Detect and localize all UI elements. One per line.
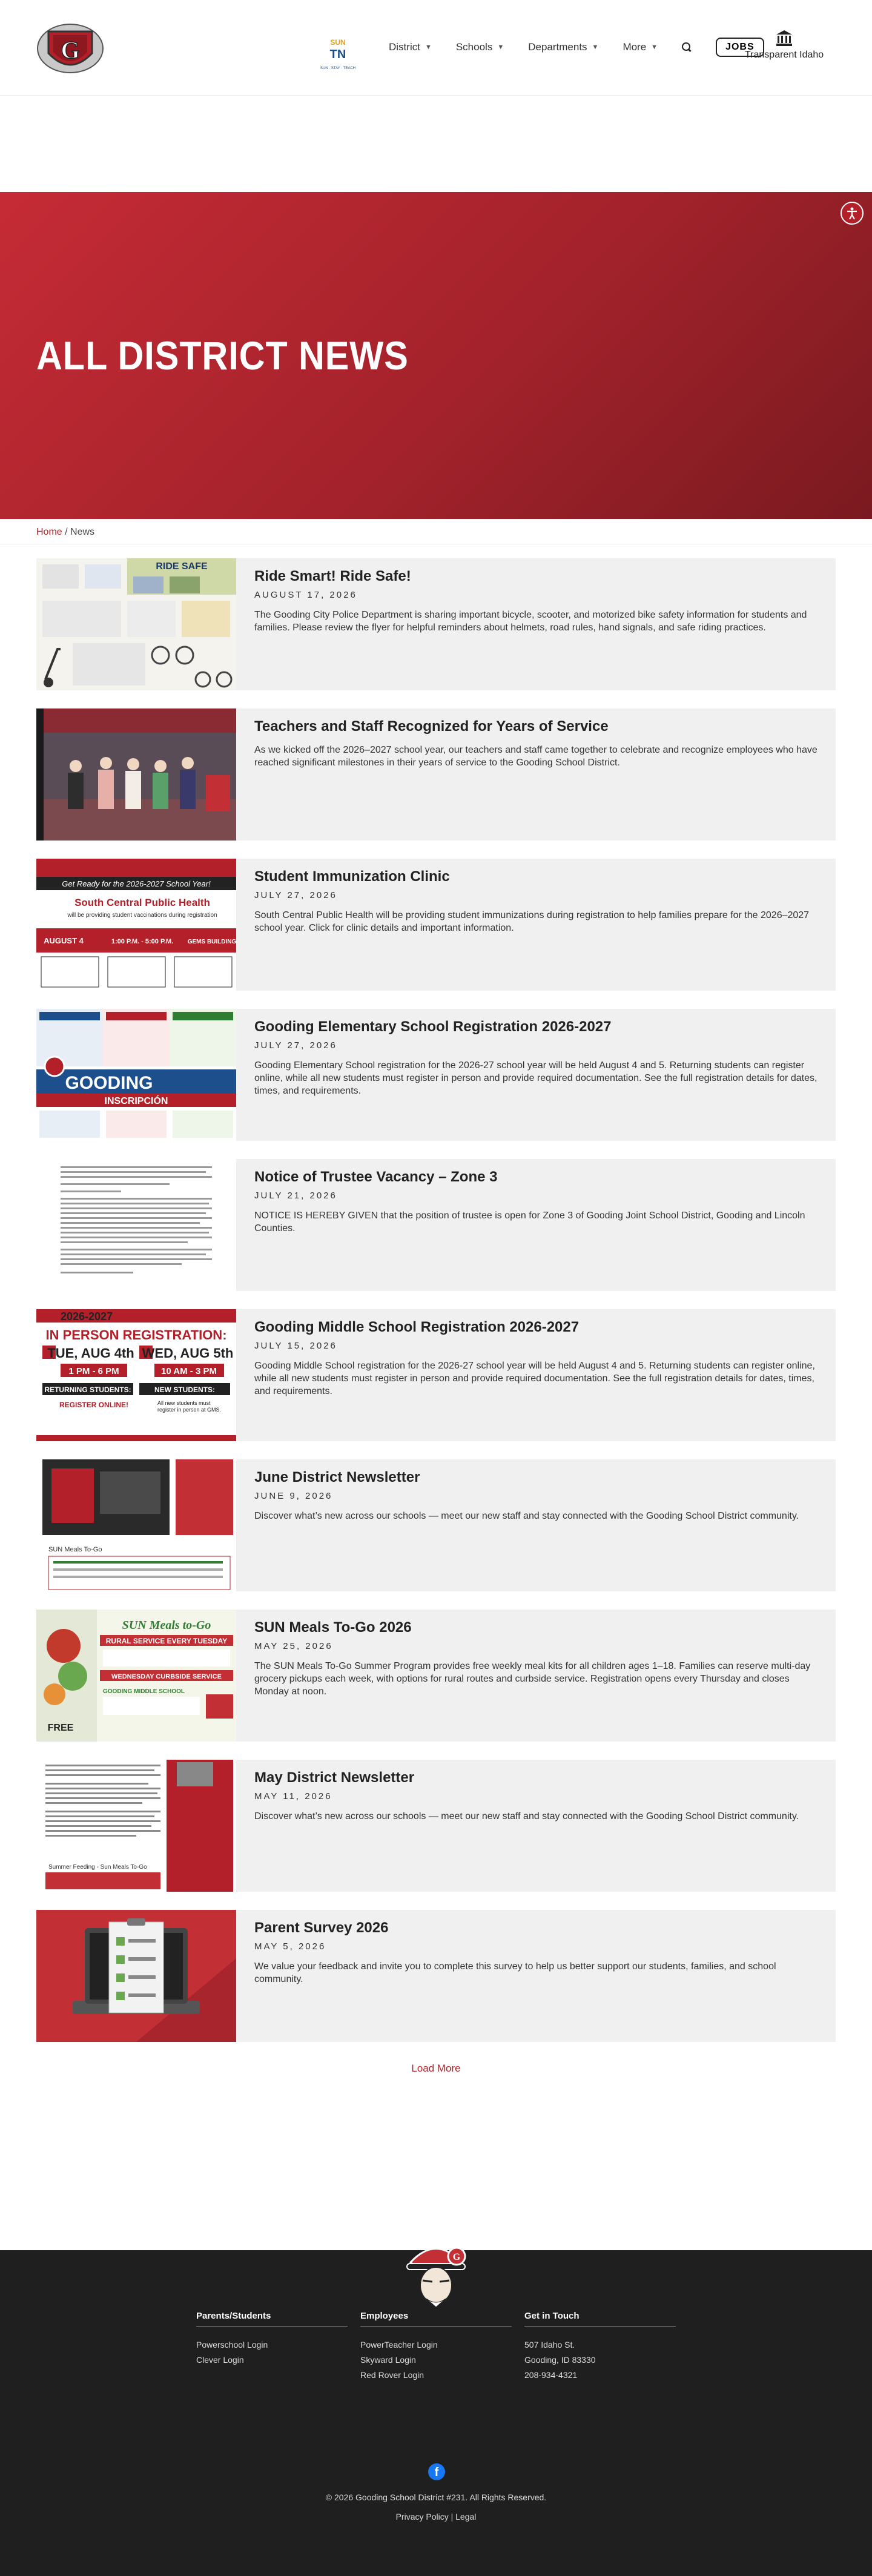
transparent-idaho-label: Transparent Idaho [745, 50, 824, 60]
nav-departments[interactable] [528, 41, 598, 53]
chevron-down-icon: ▼ [497, 44, 504, 51]
svg-text:1 PM - 6 PM: 1 PM - 6 PM [68, 1366, 119, 1376]
accessibility-icon [845, 206, 859, 220]
load-more-button[interactable]: Load More [411, 2062, 461, 2074]
footer-column-parents [196, 2311, 348, 2368]
svg-text:WED, AUG 5th: WED, AUG 5th [142, 1346, 234, 1361]
search-icon[interactable] [682, 42, 692, 52]
skyward-login-link[interactable]: Skyward Login [360, 2355, 416, 2365]
news-item[interactable] [36, 708, 836, 841]
news-item[interactable] [36, 1009, 836, 1141]
news-excerpt: Gooding Elementary School registration for the 2026-27 school year will be held August 4 and 5. Returning students can register online, while all new students must register in person and provide required documentation. See the full registration details for dates, times, and requirements. [254, 1060, 818, 1096]
news-date: JULY 27, 2026 [254, 1040, 337, 1051]
footer-heading: Parents/Students [196, 2311, 348, 2327]
news-title[interactable]: Gooding Middle School Registration 2026-2027 [254, 1319, 580, 1335]
news-title[interactable]: Gooding Elementary School Registration 2026-2027 [254, 1019, 612, 1035]
nav-more-label: More [623, 41, 647, 53]
news-date: JUNE 9, 2026 [254, 1491, 333, 1501]
legal-link[interactable]: Legal [455, 2512, 477, 2522]
news-date: MAY 5, 2026 [254, 1941, 326, 1952]
svg-text:10 AM - 3 PM: 10 AM - 3 PM [161, 1366, 217, 1376]
svg-text:RURAL SERVICE EVERY TUESDAY: RURAL SERVICE EVERY TUESDAY [105, 1637, 228, 1645]
news-thumbnail[interactable] [36, 1159, 236, 1291]
news-title[interactable]: Teachers and Staff Recognized for Years of Service [254, 718, 609, 735]
transparent-idaho-link[interactable] [745, 29, 824, 61]
footer-heading: Get in Touch [524, 2311, 676, 2327]
svg-text:TUE, AUG 4th: TUE, AUG 4th [47, 1346, 134, 1361]
svg-text:SUN Meals to-Go: SUN Meals to-Go [122, 1619, 211, 1632]
footer-link-separator: | [448, 2512, 456, 2522]
svg-text:NEW STUDENTS:: NEW STUDENTS: [154, 1385, 215, 1394]
news-item[interactable] [36, 859, 836, 991]
svg-text:2026-2027: 2026-2027 [61, 1310, 113, 1323]
svg-text:RIDE SAFE: RIDE SAFE [156, 561, 208, 572]
phone-link[interactable]: 208-934-4321 [524, 2370, 578, 2380]
svg-text:RETURNING STUDENTS:: RETURNING STUDENTS: [44, 1385, 131, 1394]
news-excerpt: Discover what’s new across our schools — meet our new staff and stay connected with the Gooding School District community. [254, 1811, 799, 1821]
svg-text:1:00 P.M. - 5:00 P.M.: 1:00 P.M. - 5:00 P.M. [111, 938, 174, 945]
accessibility-button[interactable] [841, 202, 864, 225]
powerteacher-login-link[interactable]: PowerTeacher Login [360, 2340, 438, 2350]
news-title[interactable]: June District Newsletter [254, 1469, 420, 1485]
news-date: MAY 25, 2026 [254, 1641, 333, 1651]
svg-text:Summer Feeding - Sun Meals To-: Summer Feeding - Sun Meals To-Go [48, 1864, 147, 1871]
news-date: MAY 11, 2026 [254, 1791, 332, 1802]
news-title[interactable]: May District Newsletter [254, 1769, 415, 1786]
breadcrumb-home[interactable]: Home [36, 527, 62, 537]
chevron-down-icon: ▼ [592, 44, 599, 51]
privacy-policy-link[interactable]: Privacy Policy [395, 2512, 449, 2522]
news-item[interactable] [36, 1159, 836, 1291]
news-item[interactable] [36, 1309, 836, 1441]
svg-text:WEDNESDAY CURBSIDE SERVICE: WEDNESDAY CURBSIDE SERVICE [111, 1673, 222, 1680]
svg-text:G: G [452, 2252, 461, 2262]
main-nav [389, 38, 764, 57]
news-title[interactable]: Student Immunization Clinic [254, 868, 450, 885]
copyright-text: © 2026 Gooding School District #231. All Rights Reserved. [325, 2492, 547, 2502]
svg-text:TN: TN [329, 48, 346, 61]
news-item[interactable] [36, 558, 836, 690]
nav-schools-label: Schools [455, 41, 493, 53]
powerschool-login-link[interactable]: Powerschool Login [196, 2340, 268, 2350]
svg-text:IN PERSON REGISTRATION:: IN PERSON REGISTRATION: [45, 1327, 227, 1342]
news-excerpt: NOTICE IS HEREBY GIVEN that the position of trustee is open for Zone 3 of Gooding Joint School District, Gooding and Lincoln Counties. [254, 1210, 805, 1234]
footer-legal-links [0, 2512, 872, 2522]
hero-banner [0, 192, 872, 519]
svg-text:GOODING: GOODING [65, 1073, 153, 1093]
news-item[interactable] [36, 1910, 836, 2042]
news-excerpt: Gooding Middle School registration for the 2026-27 school year will be held August 4 and 5. Returning students can register online, while all new students must register in person and provide required documentation. See the full registration details for dates, times, and requirements. [254, 1361, 815, 1396]
news-thumbnail[interactable] [36, 1760, 236, 1892]
news-thumbnail[interactable] [36, 1910, 236, 2042]
news-list [36, 558, 836, 2060]
news-date: AUGUST 17, 2026 [254, 590, 357, 600]
news-thumbnail[interactable] [36, 1009, 236, 1141]
svg-text:South Central Public Health: South Central Public Health [74, 897, 210, 908]
svg-text:INSCRIPCIÓN: INSCRIPCIÓN [104, 1096, 168, 1106]
svg-text:SUN: SUN [330, 38, 346, 47]
page-title: ALL DISTRICT NEWS [36, 333, 409, 378]
facebook-icon[interactable]: f [428, 2463, 445, 2480]
news-item[interactable] [36, 1610, 836, 1742]
breadcrumb-current: News [70, 527, 95, 537]
svg-text:Get Ready for the 2026-2027 Sc: Get Ready for the 2026-2027 School Year! [62, 879, 211, 888]
nav-district-label: District [389, 41, 420, 53]
jobs-button[interactable]: JOBS [716, 38, 764, 57]
nav-departments-label: Departments [528, 41, 587, 53]
news-title[interactable]: Parent Survey 2026 [254, 1920, 389, 1936]
sun-stay-teach-logo[interactable] [314, 31, 362, 74]
nav-district[interactable] [389, 41, 432, 53]
svg-text:G: G [61, 36, 80, 64]
svg-text:REGISTER ONLINE!: REGISTER ONLINE! [59, 1401, 129, 1409]
news-thumbnail[interactable] [36, 558, 236, 690]
site-header [0, 0, 872, 96]
svg-text:AUGUST 4: AUGUST 4 [44, 936, 84, 945]
chevron-down-icon: ▼ [424, 44, 432, 51]
news-excerpt: Discover what’s new across our schools — meet our new staff and stay connected with the Gooding School District community. [254, 1511, 799, 1521]
svg-text:SUN Meals To-Go: SUN Meals To-Go [48, 1546, 102, 1553]
svg-text:GOODING MIDDLE SCHOOL: GOODING MIDDLE SCHOOL [103, 1688, 185, 1695]
news-excerpt: As we kicked off the 2026–2027 school year, our teachers and staff came together to celebrate and recognize employees who have reached significant milestones in their years of service to the Gooding School District. [254, 745, 818, 768]
address-street: 507 Idaho St. [524, 2340, 575, 2350]
svg-text:GEMS BUILDING: GEMS BUILDING [187, 939, 236, 945]
news-thumbnail[interactable]: 2026-2027 IN PERSON REGISTRATION: TUE, AUG 4th WED, AUG 5th 1 PM - 6 PM 10 AM - 3 PM RETURNING STUDENTS: REGISTER ONLINE! NEW STUDENTS: All new students must register in person at GMS. [36, 1309, 236, 1441]
news-excerpt: The SUN Meals To-Go Summer Program provides free weekly meal kits for all children ages 1–18. Families can reserve multi-day grocery pickups each week, with options for rural routes and curbside service. Registration opens every Thursday and closes Monday at noon. [254, 1661, 811, 1697]
news-title[interactable]: SUN Meals To-Go 2026 [254, 1619, 412, 1636]
site-footer [0, 2250, 872, 2576]
bank-icon [775, 29, 793, 47]
chevron-down-icon: ▼ [651, 44, 658, 51]
news-date: JULY 21, 2026 [254, 1191, 337, 1201]
news-item[interactable] [36, 1459, 836, 1591]
news-thumbnail[interactable] [36, 859, 236, 991]
news-date: JULY 15, 2026 [254, 1341, 337, 1351]
svg-text:will be providing student vacc: will be providing student vaccinations during registration [67, 912, 217, 919]
svg-text:SUN · STAY · TEACH: SUN · STAY · TEACH [320, 67, 356, 70]
news-title[interactable]: Notice of Trustee Vacancy – Zone 3 [254, 1169, 498, 1185]
news-excerpt: The Gooding City Police Department is sharing important bicycle, scooter, and motorized bike safety information for students and families. Please review the flyer for helpful reminders about helmets, road rules, hand signals, and safe riding practices. [254, 610, 807, 633]
footer-column-employees [360, 2311, 512, 2383]
news-title[interactable]: Ride Smart! Ride Safe! [254, 568, 411, 584]
svg-text:FREE: FREE [47, 1723, 74, 1733]
news-thumbnail[interactable] [36, 1610, 236, 1742]
nav-more[interactable] [623, 41, 658, 53]
footer-heading: Employees [360, 2311, 512, 2327]
news-item[interactable] [36, 1760, 836, 1892]
breadcrumb-separator: / [62, 527, 71, 537]
news-date: JULY 27, 2026 [254, 890, 337, 900]
address-city: Gooding, ID 83330 [524, 2355, 596, 2365]
mascot-logo[interactable] [398, 2238, 474, 2307]
news-thumbnail[interactable] [36, 1459, 236, 1591]
clever-login-link[interactable]: Clever Login [196, 2355, 244, 2365]
district-logo[interactable] [36, 18, 104, 79]
nav-schools[interactable] [456, 41, 504, 53]
news-excerpt: South Central Public Health will be providing student immunizations during registration to help families prepare for the 2026–2027 school year. Click for clinic details and important information. [254, 910, 810, 933]
footer-column-contact [524, 2311, 676, 2383]
breadcrumb [36, 527, 94, 538]
red-rover-login-link[interactable]: Red Rover Login [360, 2370, 424, 2380]
news-excerpt: We value your feedback and invite you to complete this survey to help us better support our students, families, and school community. [254, 1961, 776, 1984]
news-thumbnail[interactable] [36, 708, 236, 841]
